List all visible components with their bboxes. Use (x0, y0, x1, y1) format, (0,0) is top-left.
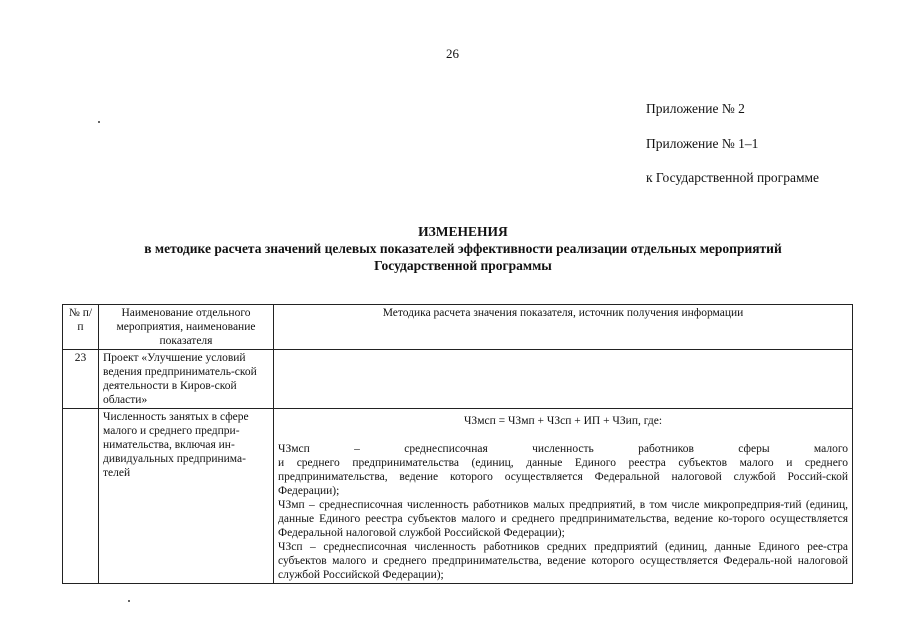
header-name: Наименование отдельного мероприятия, наименование показателя (99, 305, 274, 350)
definition-3: ЧЗсп – среднесписочная численность работников средних предприятий (единиц, данные Единого рее-стра субъектов малого и среднего предпринимательства, ведение которого осуществляется Федераль-ной налоговой службой Российской Федерации); (278, 541, 848, 581)
row-num: 23 (63, 350, 99, 409)
scan-speck (98, 121, 100, 123)
appendix-line-2: Приложение № 1–1 (646, 136, 759, 151)
table-header-row (63, 305, 853, 350)
definition-2: ЧЗмп – среднесписочная численность работников малых предприятий, в том числе микропредприя-тий (единиц, данные Единого реестра субъектов малого и среднего предпринимательства, ведение ко-торого осуществляется Федеральной налоговой службой Российской Федерации); (278, 499, 848, 539)
def1-word: среднесписочная (404, 443, 488, 455)
def1-word: – (354, 443, 360, 455)
appendix-line-3: к Государственной программе (646, 170, 820, 185)
definition-1-first-line (278, 442, 848, 456)
page-number: 26 (446, 46, 459, 61)
formula: ЧЗмсп = ЧЗмп + ЧЗсп + ИП + ЧЗип, где: (463, 415, 663, 427)
row-name: Проект «Улучшение условий ведения предприниматель-ской деятельности в Киров-ской области» (99, 350, 274, 409)
row-name: Численность занятых в сфере малого и среднего предпри-нимательства, включая ин-дивидуальных предпринима-телей (99, 409, 274, 584)
row-method (274, 350, 853, 409)
def1-word: малого (813, 443, 848, 455)
definition-1-rest: и среднего предпринимательства (единиц, данные Единого реестра субъектов малого и среднего предпринимательства, ведение которого осуществляется Федеральной налоговой службой Россий-ской Федерации); (278, 457, 848, 497)
title-line-3: Государственной программы (374, 258, 552, 273)
row-method (274, 409, 853, 584)
row-num-empty (63, 409, 99, 584)
header-num: № п/п (63, 305, 99, 350)
document-title (60, 223, 866, 274)
def1-word: работников (638, 443, 694, 455)
table-row (63, 409, 853, 584)
changes-table (62, 304, 853, 584)
table-row (63, 350, 853, 409)
appendix-line-1: Приложение № 2 (646, 101, 745, 116)
title-heading: ИЗМЕНЕНИЯ (418, 224, 508, 239)
def1-word: сферы (738, 443, 770, 455)
def1-word: численность (532, 443, 594, 455)
header-method: Методика расчета значения показателя, источник получения информации (274, 305, 853, 350)
scan-speck (128, 600, 130, 602)
title-line-2: в методике расчета значений целевых показателей эффективности реализации отдельных мероприятий (144, 241, 782, 256)
def1-word: ЧЗмсп (278, 443, 310, 455)
